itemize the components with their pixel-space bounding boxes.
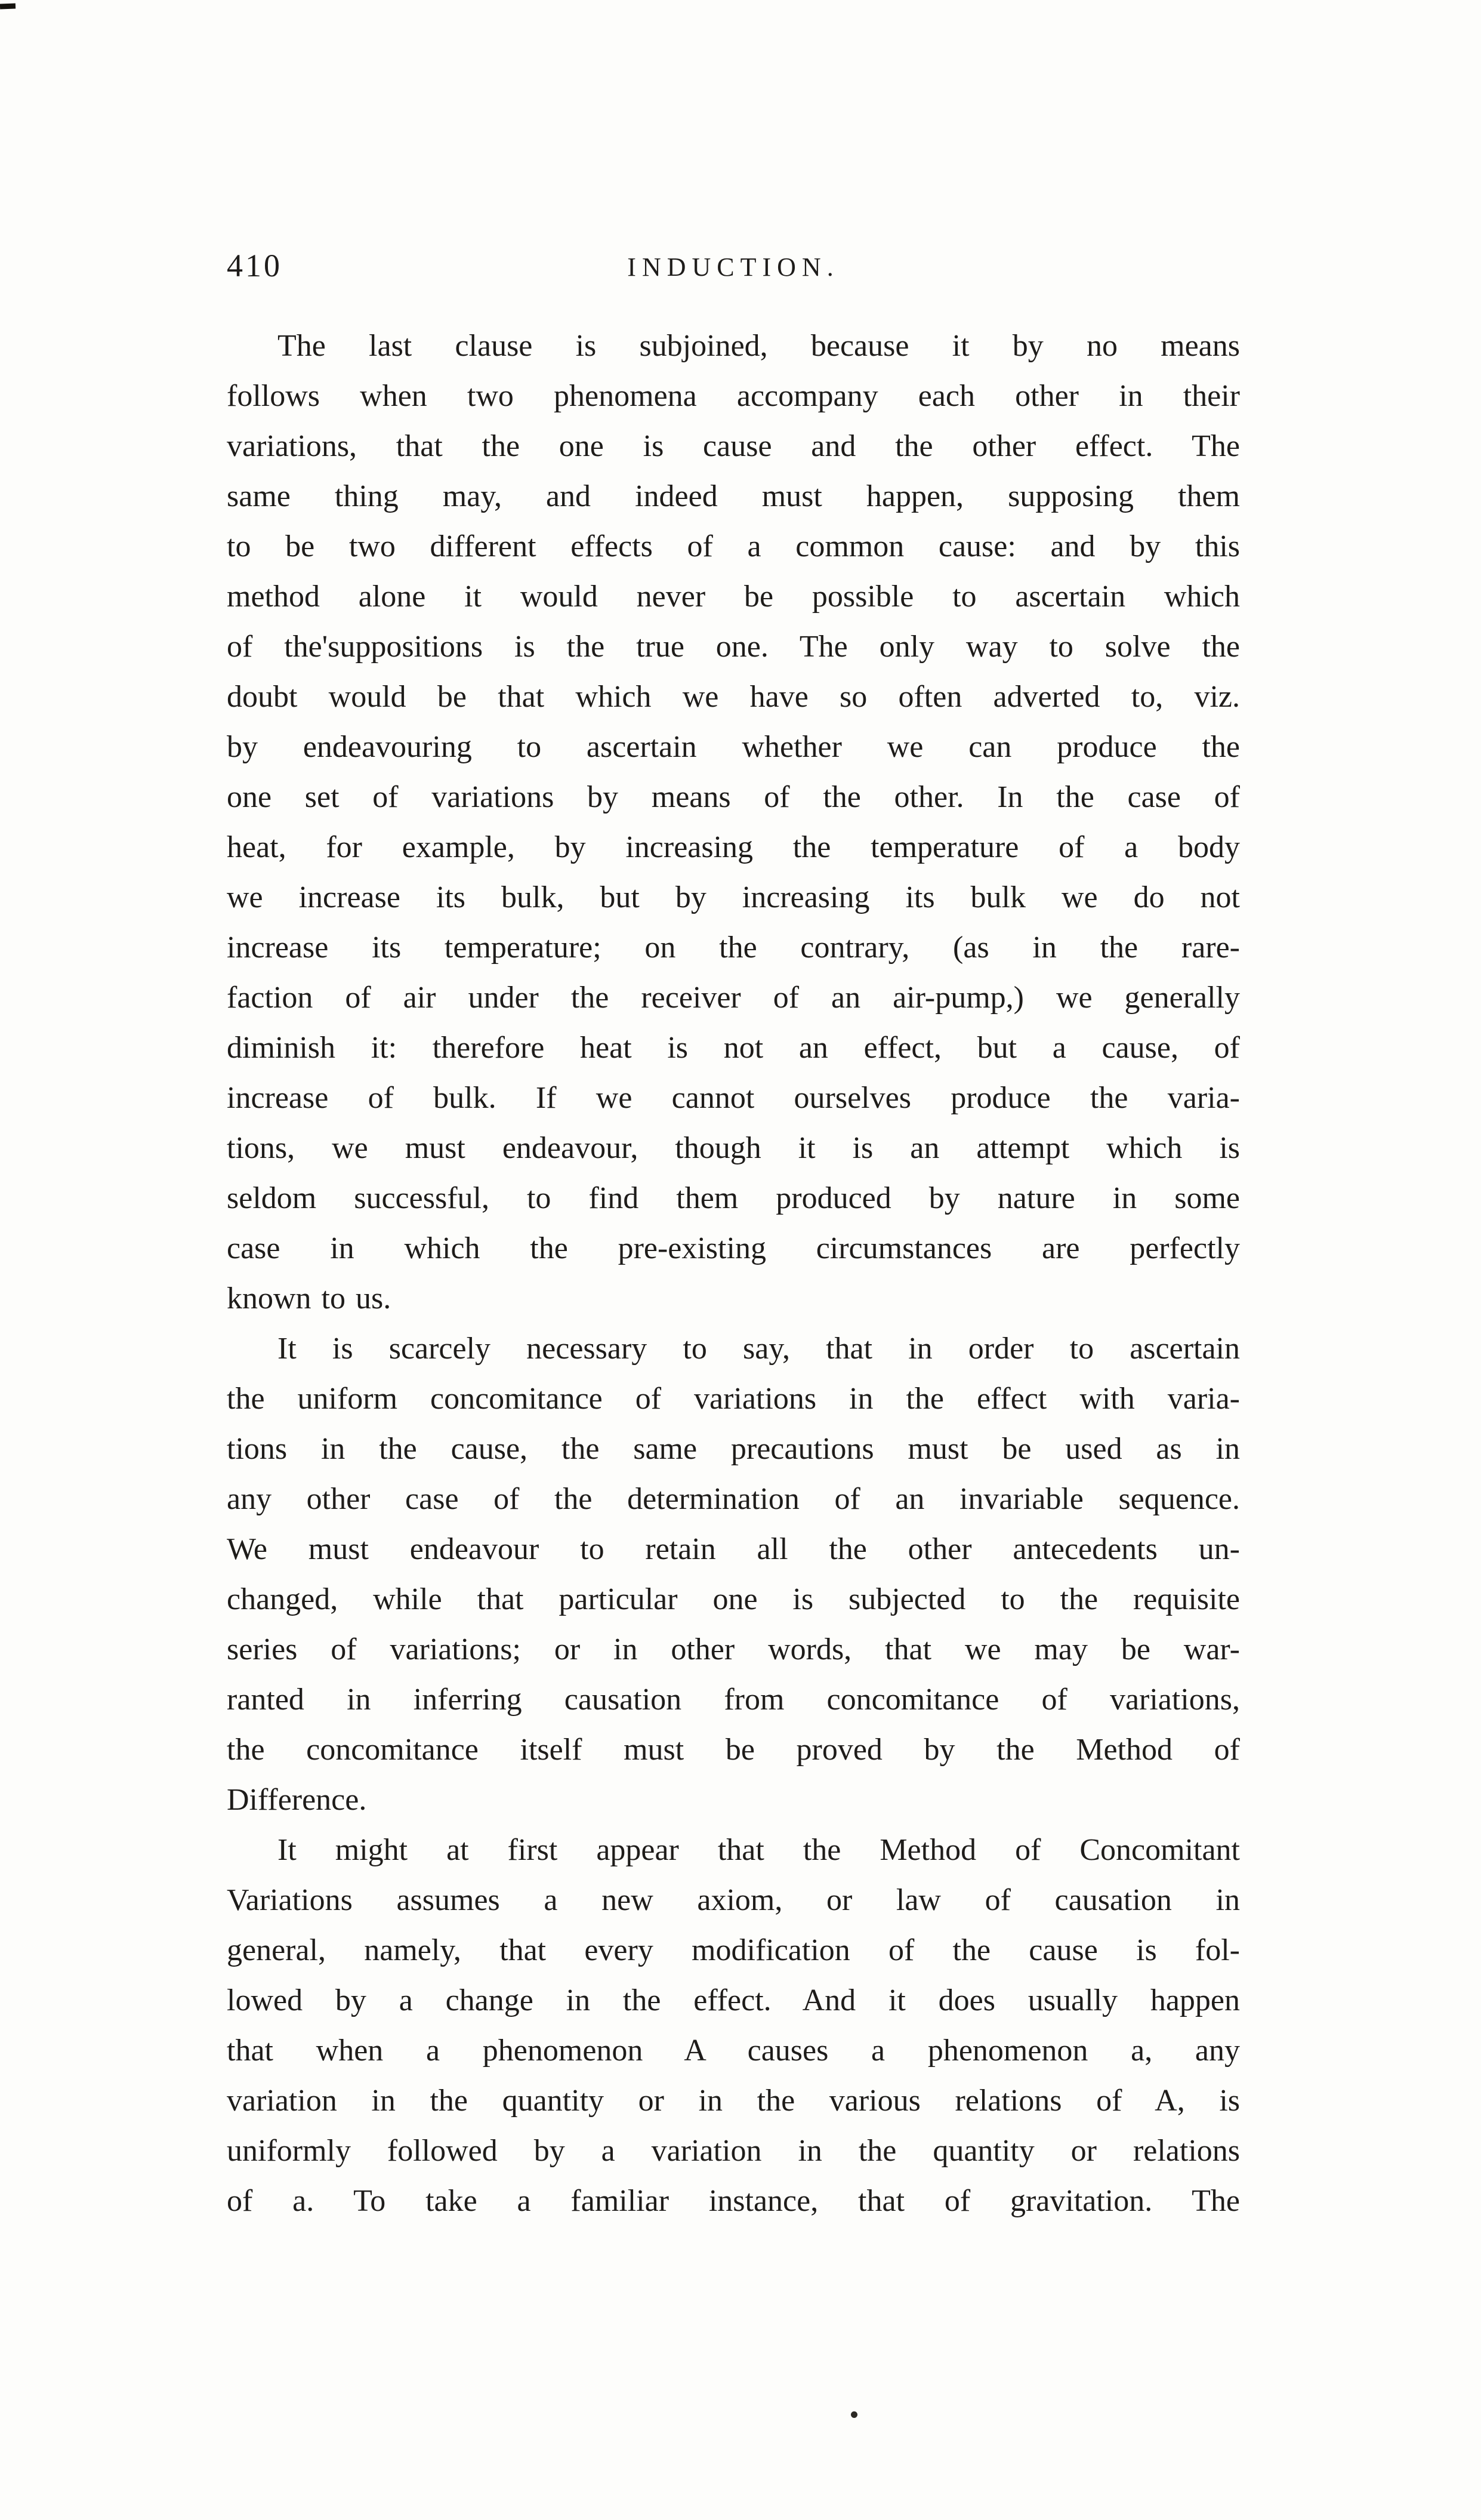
text-line: tions, we must endeavour, though it is an attempt which is (227, 1131, 1240, 1165)
text-line: series of variations; or in other words, that we may be war- (227, 1632, 1240, 1666)
text-line: Variations assumes a new axiom, or law of causation in (227, 1883, 1240, 1917)
text-line: by endeavouring to ascertain whether we can produce the (227, 730, 1240, 764)
text-line: ranted in inferring causation from concomitance of variations, (227, 1683, 1240, 1717)
paragraph (227, 1825, 1240, 2226)
text-line: of the'suppositions is the true one. The only way to solve the (227, 630, 1240, 664)
scan-corner-artifact (0, 4, 16, 10)
text-line: case in which the pre-existing circumstances are perfectly (227, 1231, 1240, 1265)
text-line: uniformly followed by a variation in the quantity or relations (227, 2134, 1240, 2168)
paragraph (227, 321, 1240, 1324)
page-number: 410 (227, 248, 282, 284)
text-line: increase its temperature; on the contrary, (as in the rare- (227, 931, 1240, 965)
text-line: tions in the cause, the same precautions must be used as in (227, 1432, 1240, 1466)
text-line: It is scarcely necessary to say, that in order to ascertain (277, 1332, 1240, 1366)
text-line: We must endeavour to retain all the other antecedents un- (227, 1532, 1240, 1566)
text-line: any other case of the determination of an invariable sequence. (227, 1482, 1240, 1516)
text-line: variation in the quantity or in the various relations of A, is (227, 2084, 1240, 2118)
text-line: follows when two phenomena accompany each other in their (227, 379, 1240, 413)
text-line: diminish it: therefore heat is not an effect, but a cause, of (227, 1031, 1240, 1065)
body-text (227, 321, 1240, 2226)
text-line: same thing may, and indeed must happen, supposing them (227, 479, 1240, 513)
running-header (227, 246, 1240, 294)
text-line: general, namely, that every modification of the cause is fol- (227, 1933, 1240, 1967)
text-line: we increase its bulk, but by increasing its bulk we do not (227, 880, 1240, 914)
ink-dot-artifact (851, 2411, 857, 2418)
paragraph (227, 1324, 1240, 1825)
text-line: one set of variations by means of the other. In the case of (227, 780, 1240, 814)
text-line: variations, that the one is cause and the other effect. The (227, 429, 1240, 463)
text-line: The last clause is subjoined, because it by no means (277, 329, 1240, 363)
text-line: that when a phenomenon A causes a phenomenon a, any (227, 2034, 1240, 2068)
text-line: the concomitance itself must be proved by the Method of (227, 1733, 1240, 1767)
text-line: to be two different effects of a common cause: and by this (227, 529, 1240, 563)
text-line: doubt would be that which we have so often adverted to, viz. (227, 680, 1240, 714)
text-line: method alone it would never be possible to ascertain which (227, 580, 1240, 614)
text-line: known to us. (227, 1281, 391, 1316)
text-line: It might at first appear that the Method of Concomitant (277, 1833, 1240, 1867)
text-line: lowed by a change in the effect. And it does usually happen (227, 1983, 1240, 2017)
text-line: faction of air under the receiver of an air-pump,) we generally (227, 981, 1240, 1015)
text-line: heat, for example, by increasing the temperature of a body (227, 830, 1240, 864)
text-line: changed, while that particular one is subjected to the requisite (227, 1582, 1240, 1616)
text-line: of a. To take a familiar instance, that of gravitation. The (227, 2184, 1240, 2218)
text-line: Difference. (227, 1783, 367, 1817)
text-line: seldom successful, to find them produced by nature in some (227, 1181, 1240, 1215)
running-header-title: INDUCTION. (627, 252, 840, 282)
text-line: the uniform concomitance of variations in the effect with varia- (227, 1382, 1240, 1416)
text-line: increase of bulk. If we cannot ourselves produce the varia- (227, 1081, 1240, 1115)
